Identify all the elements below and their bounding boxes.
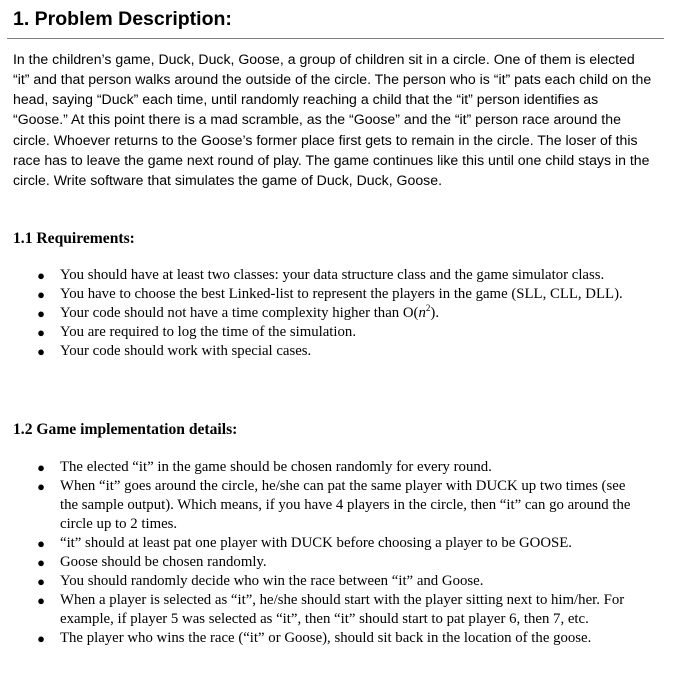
- bullet-icon: ●: [37, 306, 45, 321]
- complexity-exponent: 2: [425, 303, 431, 314]
- section-title: 1. Problem Description:: [13, 8, 232, 30]
- list-item: [0, 323, 640, 342]
- list-item-text: Your code should work with special cases.: [60, 343, 312, 359]
- list-item-text: You should randomly decide who win the race between “it” and Goose.: [60, 573, 484, 589]
- requirements-heading: 1.1 Requirements:: [13, 230, 135, 247]
- list-item: [0, 477, 640, 534]
- bullet-icon: ●: [37, 287, 45, 302]
- list-item-text: You should have at least two classes: your data structure class and the game simulator class.: [60, 267, 605, 283]
- bullet-icon: ●: [37, 536, 45, 551]
- bullet-icon: ●: [37, 574, 45, 589]
- list-item-text: “it” should at least pat one player with DUCK before choosing a player to be GOOSE.: [60, 535, 573, 551]
- complexity-variable: n: [418, 305, 426, 321]
- bullet-icon: ●: [37, 344, 45, 359]
- requirements-list: [0, 266, 680, 361]
- bullet-icon: ●: [37, 555, 45, 570]
- list-item: [0, 458, 640, 477]
- list-item: [0, 285, 640, 304]
- bullet-icon: ●: [37, 268, 45, 283]
- list-item-text: Your code should not have a time complexity higher than O(: [60, 305, 419, 321]
- list-item: [0, 304, 640, 323]
- list-item-text: When “it” goes around the circle, he/she can pat the same player with DUCK up two times (see the sample output). Which means, if you have 4 players in the circle, then “it” can go around the circle up to 2 times.: [60, 478, 631, 532]
- list-item-text: You have to choose the best Linked-list to represent the players in the game (SLL, CLL, DLL).: [60, 286, 623, 302]
- complexity-close: ).: [430, 305, 440, 321]
- bullet-icon: ●: [37, 325, 45, 340]
- list-item: [0, 266, 640, 285]
- list-item-text: The elected “it” in the game should be chosen randomly for every round.: [60, 459, 492, 475]
- list-item: [0, 534, 640, 553]
- bullet-icon: ●: [37, 460, 45, 475]
- list-item-text: The player who wins the race (“it” or Goose), should sit back in the location of the goose.: [60, 630, 592, 646]
- list-item: [0, 553, 640, 572]
- bullet-icon: ●: [37, 593, 45, 608]
- list-item-text: Goose should be chosen randomly.: [60, 554, 267, 570]
- bullet-icon: ●: [37, 631, 45, 646]
- bullet-icon: ●: [37, 479, 45, 494]
- title-underline: [7, 38, 664, 39]
- list-item: [0, 572, 640, 591]
- list-item-text: You are required to log the time of the simulation.: [60, 324, 357, 340]
- game-details-heading: 1.2 Game implementation details:: [13, 421, 238, 438]
- list-item-text: When a player is selected as “it”, he/she should start with the player sitting next to him/her. For example, if player 5 was selected as “it”, then “it” should start to pat player 6, then 7, etc.: [60, 592, 625, 627]
- game-details-list: [0, 458, 680, 648]
- list-item: [0, 629, 640, 648]
- problem-description: In the children’s game, Duck, Duck, Goose, a group of children sit in a circle. One of them is elected “it” and that person walks around the outside of the circle. The person who is “it” pats each child on the head, saying “Duck” each time, until randomly reaching a child that the “it” person identifies as “Goose.” At this point there is a mad scramble, as the “Goose” and the “it” person race around the circle. Whoever returns to the Goose’s former place first gets to remain in the circle. The loser of this race has to leave the game next round of play. The game continues like this until one child stays in the circle. Write software that simulates the game of Duck, Duck, Goose.: [13, 51, 652, 188]
- list-item: [0, 591, 640, 629]
- list-item: [0, 342, 640, 361]
